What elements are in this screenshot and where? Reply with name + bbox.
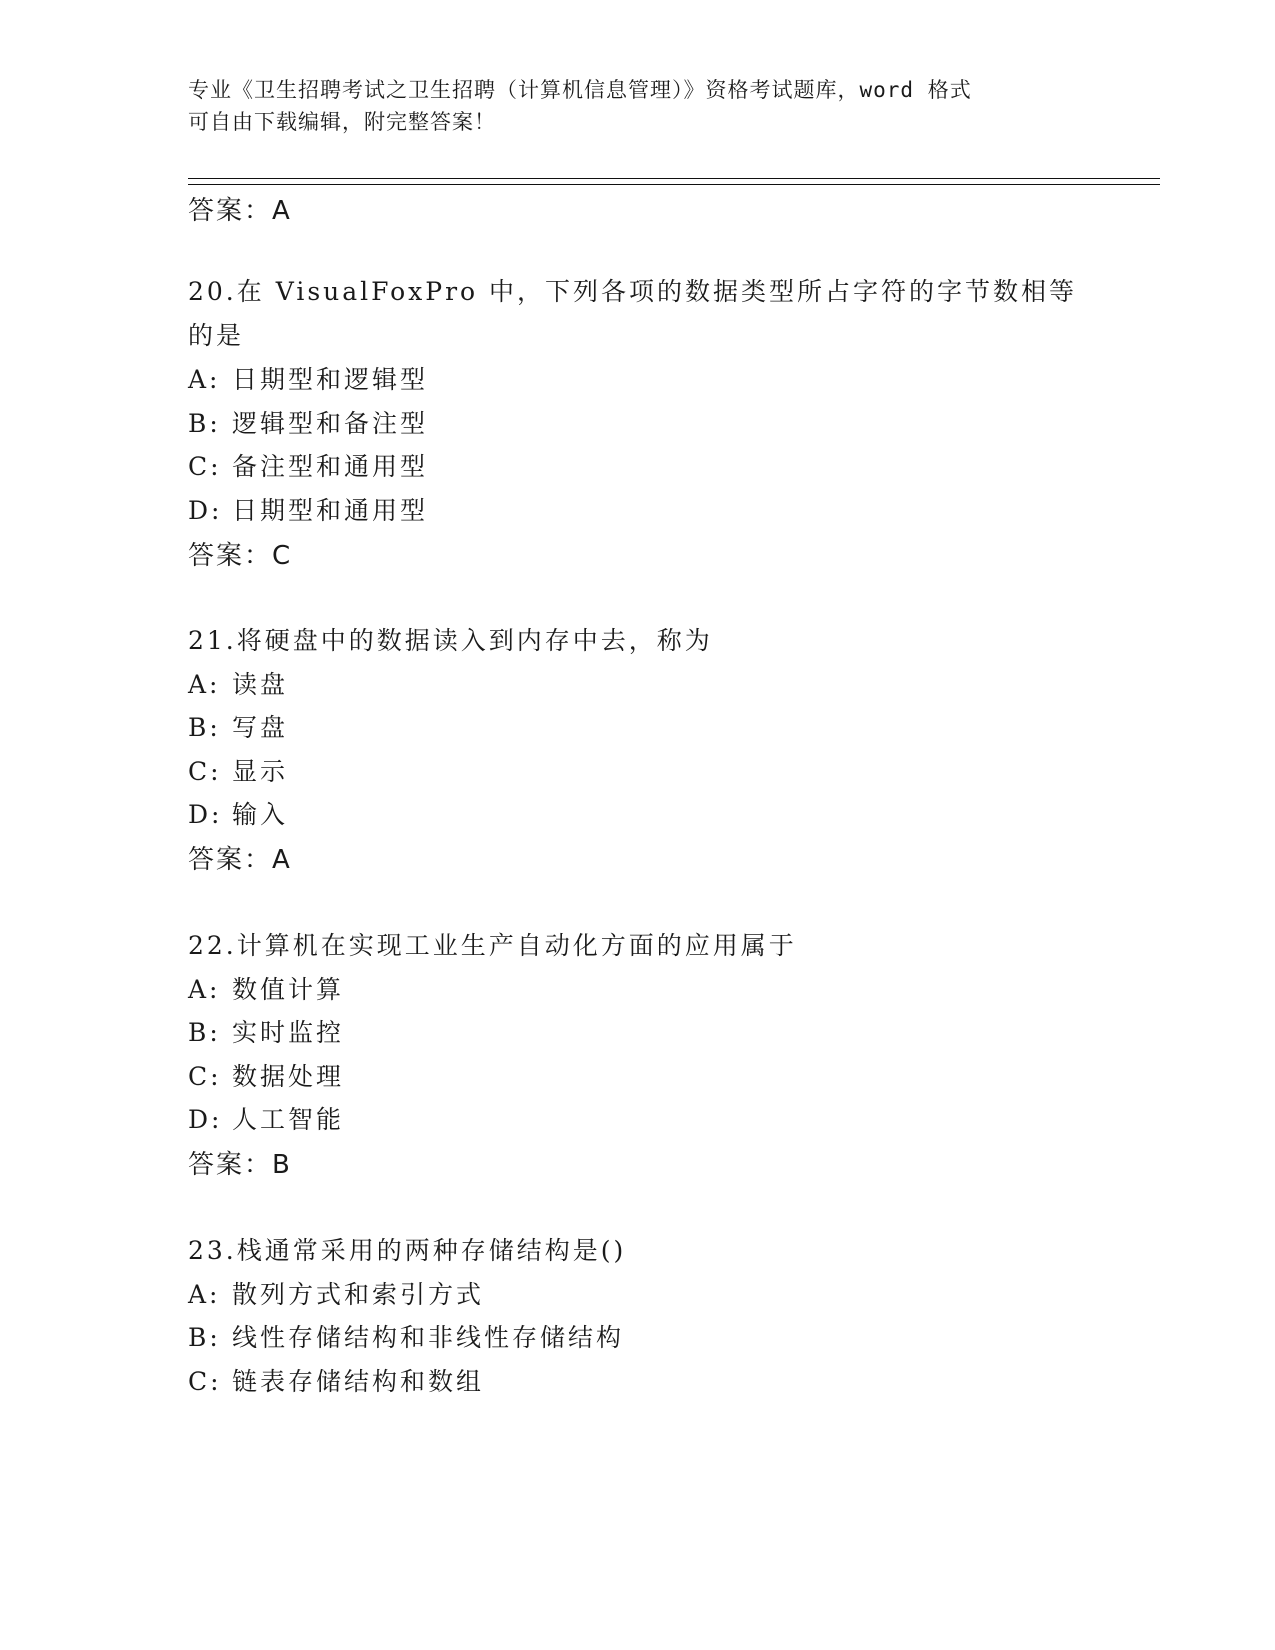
- question-20-option-b: [188, 404, 428, 440]
- option-key: A:: [188, 365, 221, 394]
- option-key: D:: [188, 496, 223, 525]
- option-text: 数据处理: [232, 1062, 345, 1091]
- question-21-stem: 21.将硬盘中的数据读入到内存中去，称为: [188, 626, 713, 655]
- option-key: C:: [188, 1367, 222, 1396]
- question-20-option-c: [188, 447, 428, 483]
- option-key: C:: [188, 452, 222, 481]
- option-text: 备注型和通用型: [232, 452, 429, 481]
- question-20-stem-line-2: 的是: [188, 321, 245, 350]
- option-text: 输入: [232, 800, 289, 829]
- question-21-option-c: [188, 752, 288, 788]
- question-20-option-d: [188, 491, 428, 527]
- option-key: A:: [188, 670, 221, 699]
- option-key: D:: [188, 800, 223, 829]
- question-20-stem-line-1: 20.在 VisualFoxPro 中，下列各项的数据类型所占字符的字节数相等: [188, 277, 1078, 306]
- option-text: 日期型和通用型: [232, 496, 429, 525]
- question-20-option-a: [188, 360, 428, 396]
- question-20-answer: 答案：C: [188, 541, 293, 571]
- option-key: C:: [188, 757, 222, 786]
- option-key: C:: [188, 1062, 222, 1091]
- header-line-2: 可自由下载编辑，附完整答案！: [188, 110, 496, 134]
- option-key: B:: [188, 1323, 221, 1352]
- option-text: 显示: [232, 757, 289, 786]
- question-23-option-a: [188, 1275, 484, 1311]
- option-text: 读盘: [232, 670, 289, 699]
- option-key: B:: [188, 409, 221, 438]
- question-21-option-d: [188, 795, 288, 831]
- header-line-1: 专业《卫生招聘考试之卫生招聘（计算机信息管理）》资格考试题库，word 格式: [188, 78, 972, 102]
- option-key: A:: [188, 1280, 221, 1309]
- option-text: 逻辑型和备注型: [232, 409, 429, 438]
- question-21-option-a: [188, 665, 288, 701]
- document-header: [188, 74, 1088, 138]
- header-rule-top: [188, 178, 1160, 179]
- option-text: 人工智能: [232, 1105, 345, 1134]
- option-text: 实时监控: [232, 1018, 345, 1047]
- question-23-stem: 23.栈通常采用的两种存储结构是(): [188, 1236, 627, 1265]
- question-23-option-b: [188, 1318, 624, 1354]
- option-key: B:: [188, 1018, 221, 1047]
- question-23-option-c: [188, 1362, 484, 1398]
- option-key: D:: [188, 1105, 223, 1134]
- option-text: 数值计算: [232, 975, 345, 1004]
- option-key: B:: [188, 713, 221, 742]
- question-21-answer: 答案：A: [188, 845, 292, 875]
- question-22-option-c: [188, 1057, 344, 1093]
- question-22-answer: 答案：B: [188, 1150, 292, 1180]
- question-22-option-a: [188, 970, 344, 1006]
- option-key: A:: [188, 975, 221, 1004]
- option-text: 日期型和逻辑型: [232, 365, 429, 394]
- question-22-option-b: [188, 1013, 344, 1049]
- question-22-option-d: [188, 1100, 344, 1136]
- option-text: 链表存储结构和数组: [232, 1367, 485, 1396]
- header-rule-bottom: [188, 184, 1160, 185]
- question-22-stem: 22.计算机在实现工业生产自动化方面的应用属于: [188, 931, 797, 960]
- option-text: 散列方式和索引方式: [232, 1280, 485, 1309]
- option-text: 线性存储结构和非线性存储结构: [232, 1323, 625, 1352]
- previous-answer: 答案：A: [188, 196, 292, 226]
- question-21-option-b: [188, 708, 288, 744]
- option-text: 写盘: [232, 713, 289, 742]
